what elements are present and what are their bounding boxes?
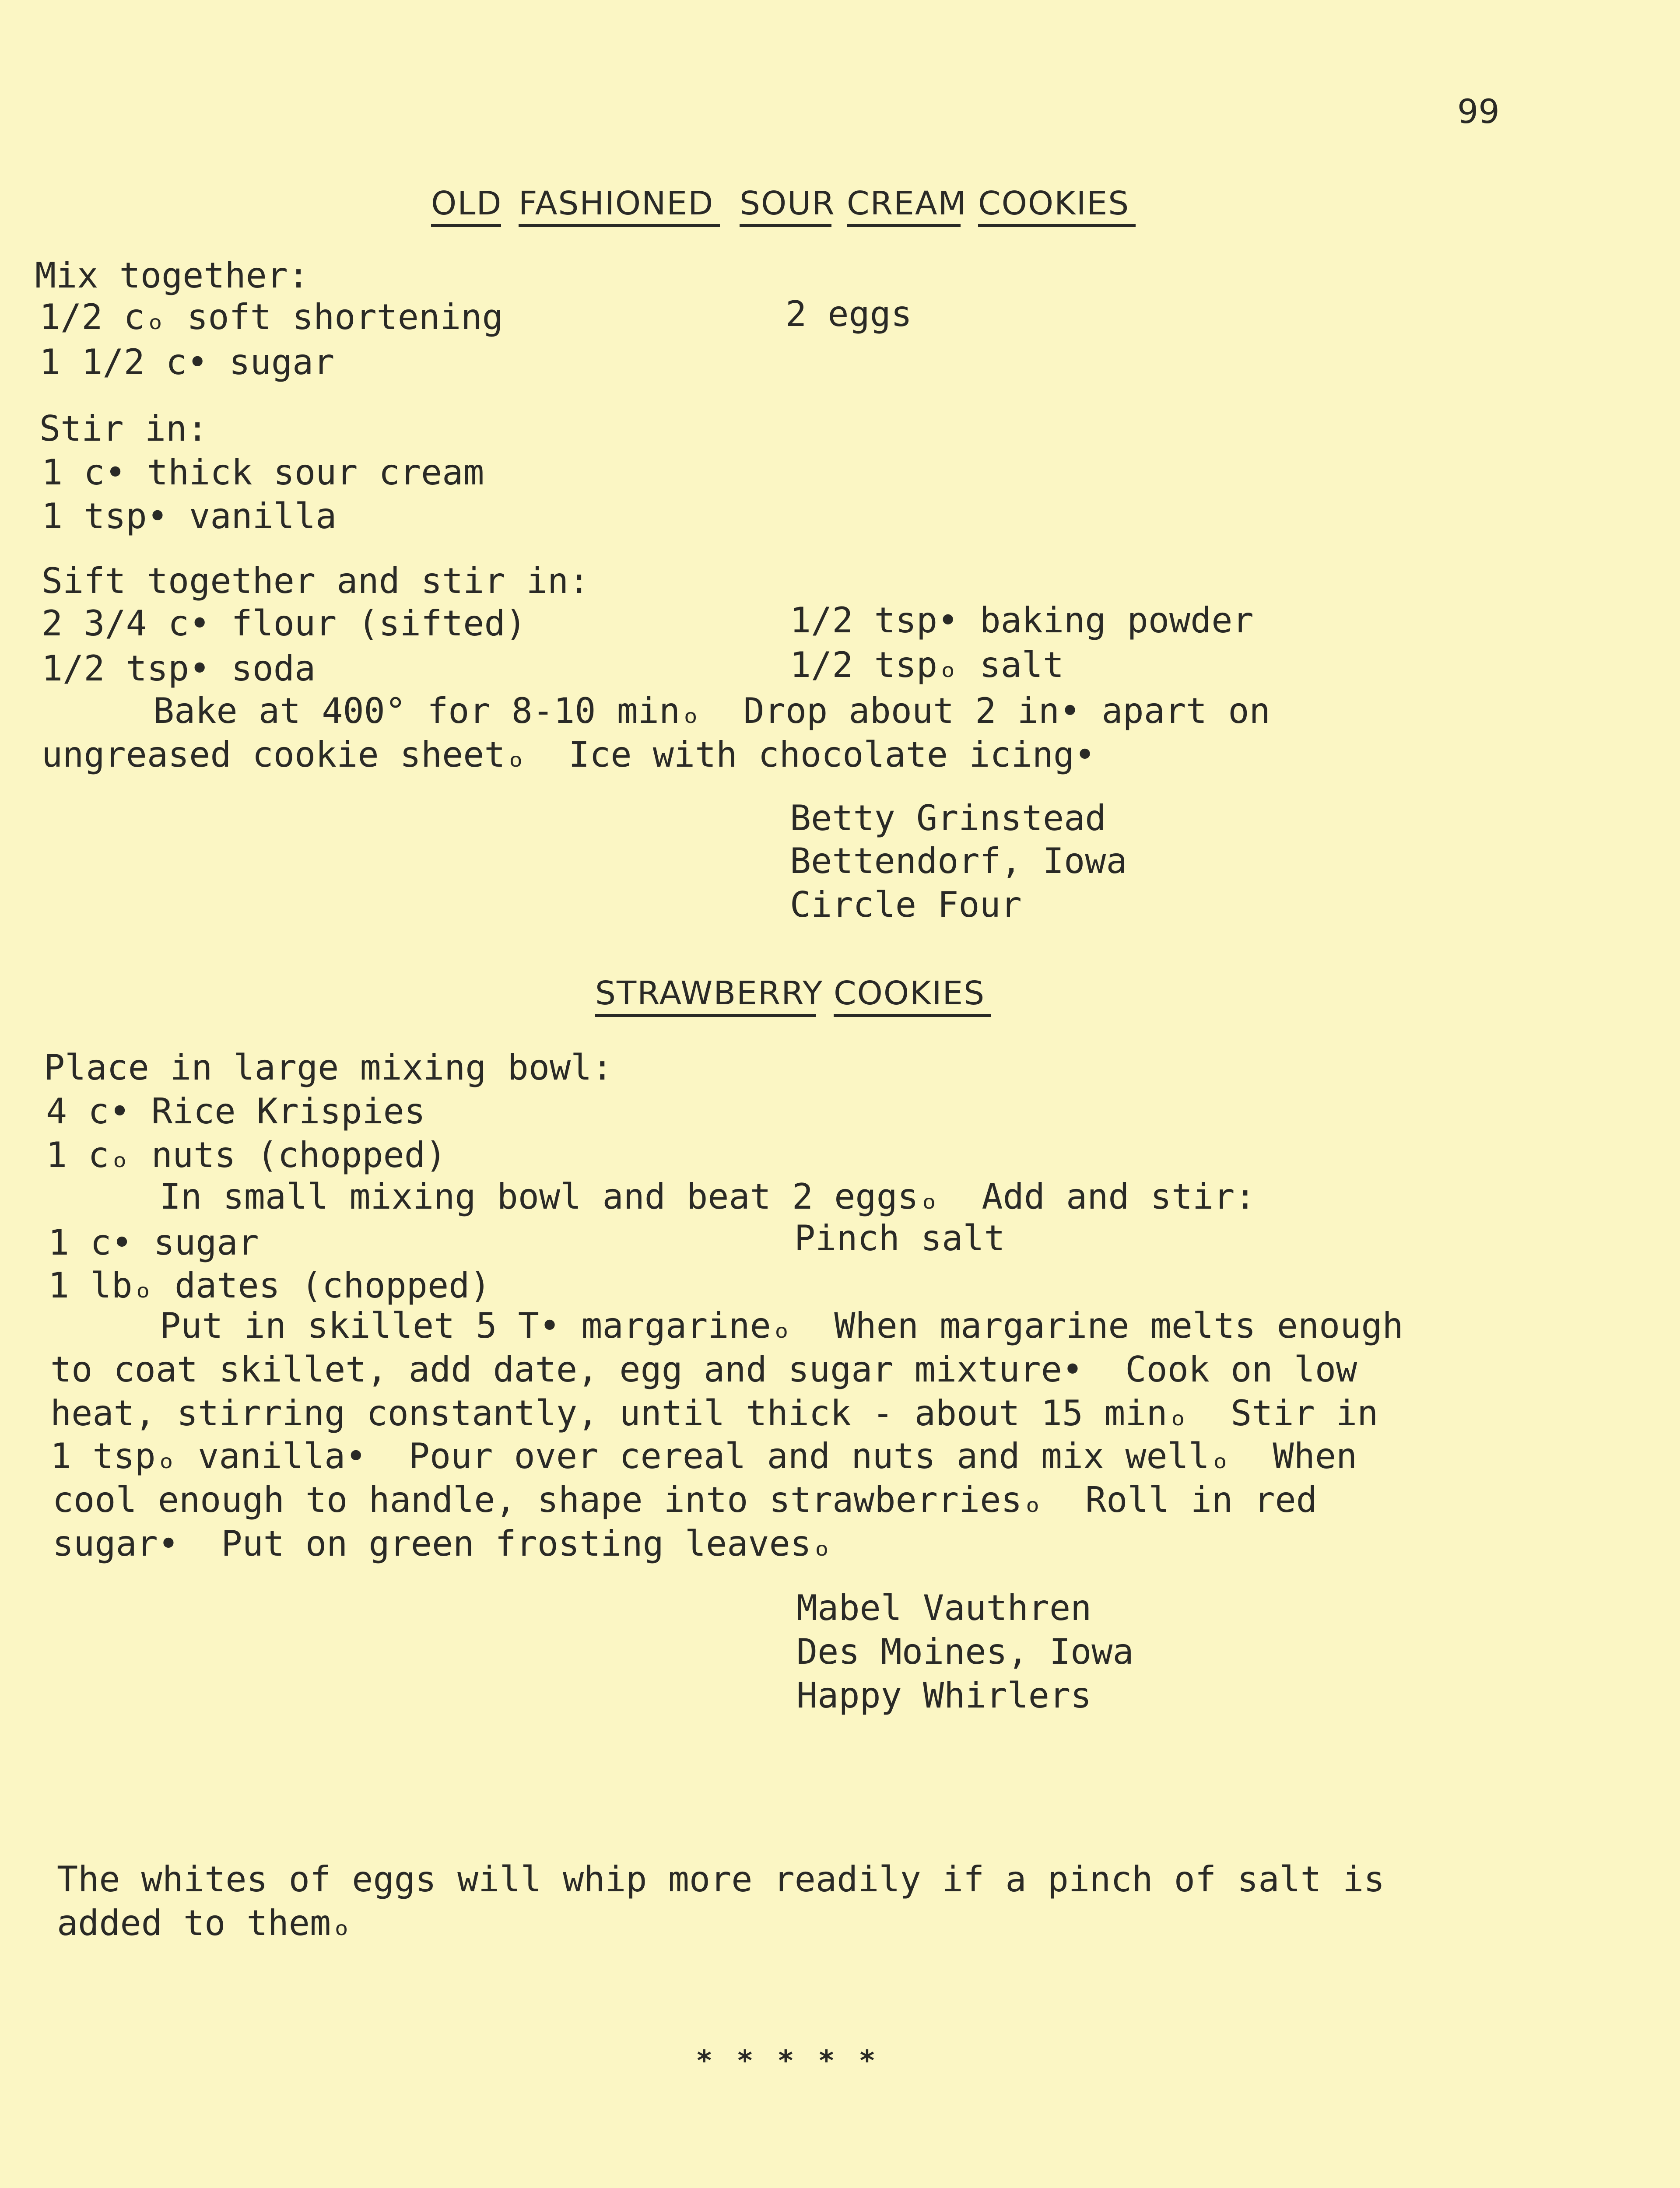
credit-location: Des Moines, Iowa (796, 1631, 1134, 1672)
ingredient-line: 1 lbₒ dates (chopped) (48, 1265, 491, 1306)
page-number: 99 (1457, 92, 1500, 131)
ingredient-line: 1 cₒ nuts (chopped) (46, 1135, 447, 1175)
ingredient-line: 1/2 tsp• baking powder (790, 600, 1254, 641)
instruction-line: Put in skillet 5 T• margarineₒ When margarine melts enough (160, 1305, 1403, 1346)
instruction-line: heat, stirring constantly, until thick - about 15 minₒ Stir in (50, 1393, 1378, 1434)
title-underline (740, 224, 831, 227)
title-underline (978, 224, 1136, 227)
title-underline (847, 224, 961, 227)
ingredient-line: 1/2 tspₒ salt (790, 645, 1064, 685)
title-word: COOKIES (978, 185, 1130, 222)
instruction-line: Bake at 400° for 8-10 minₒ Drop about 2 in• apart on (153, 691, 1270, 731)
instruction-line: In small mixing bowl and beat 2 eggsₒ Add and stir: (160, 1176, 1256, 1217)
tip-line: added to themₒ (57, 1903, 352, 1943)
instruction-line: sugar• Put on green frosting leavesₒ (53, 1523, 833, 1564)
mix-heading: Mix together: (35, 255, 309, 296)
credit-location: Bettendorf, Iowa (790, 841, 1127, 881)
credit-name: Mabel Vauthren (796, 1588, 1092, 1628)
tip-line: The whites of eggs will whip more readily if a pinch of salt is (57, 1859, 1385, 1900)
stir-heading: Stir in: (39, 408, 208, 449)
title-word: COOKIES (834, 975, 986, 1012)
instruction-line: to coat skillet, add date, egg and sugar mixture• Cook on low (50, 1349, 1357, 1390)
credit-group: Happy Whirlers (796, 1675, 1092, 1716)
footer-ornament: * * * * * (696, 2045, 879, 2077)
title-underline (519, 224, 720, 227)
ingredient-line: 1 c• sugar (48, 1222, 259, 1263)
title-underline (431, 224, 501, 227)
title-word: OLD (431, 185, 502, 222)
ingredient-line: 1/2 tsp• soda (42, 648, 316, 689)
instruction-line: cool enough to handle, shape into strawberriesₒ Roll in red (53, 1480, 1317, 1520)
ingredient-line: 2 eggs (786, 294, 912, 334)
sift-heading: Sift together and stir in: (42, 561, 590, 601)
title-word: CREAM (847, 185, 967, 222)
title-underline (834, 1014, 991, 1017)
place-heading: Place in large mixing bowl: (44, 1047, 613, 1088)
ingredient-line: 1/2 cₒ soft shortening (39, 297, 503, 337)
ingredient-line: Pinch salt (794, 1218, 1005, 1259)
ingredient-line: 1 c• thick sour cream (42, 452, 484, 493)
ingredient-line: 1 1/2 c• sugar (39, 342, 335, 382)
ingredient-line: 2 3/4 c• flour (sifted) (42, 603, 526, 644)
title-word: FASHIONED (519, 185, 714, 222)
ingredient-line: 4 c• Rice Krispies (46, 1091, 425, 1132)
title-word: STRAWBERRY (595, 975, 824, 1012)
credit-group: Circle Four (790, 884, 1022, 925)
instruction-line: 1 tspₒ vanilla• Pour over cereal and nuts and mix wellₒ When (50, 1436, 1357, 1476)
title-word: SOUR (740, 185, 835, 222)
ingredient-line: 1 tsp• vanilla (42, 496, 337, 536)
title-underline (595, 1014, 816, 1017)
instruction-line: ungreased cookie sheetₒ Ice with chocolate icing• (42, 734, 1096, 775)
credit-name: Betty Grinstead (790, 798, 1106, 838)
